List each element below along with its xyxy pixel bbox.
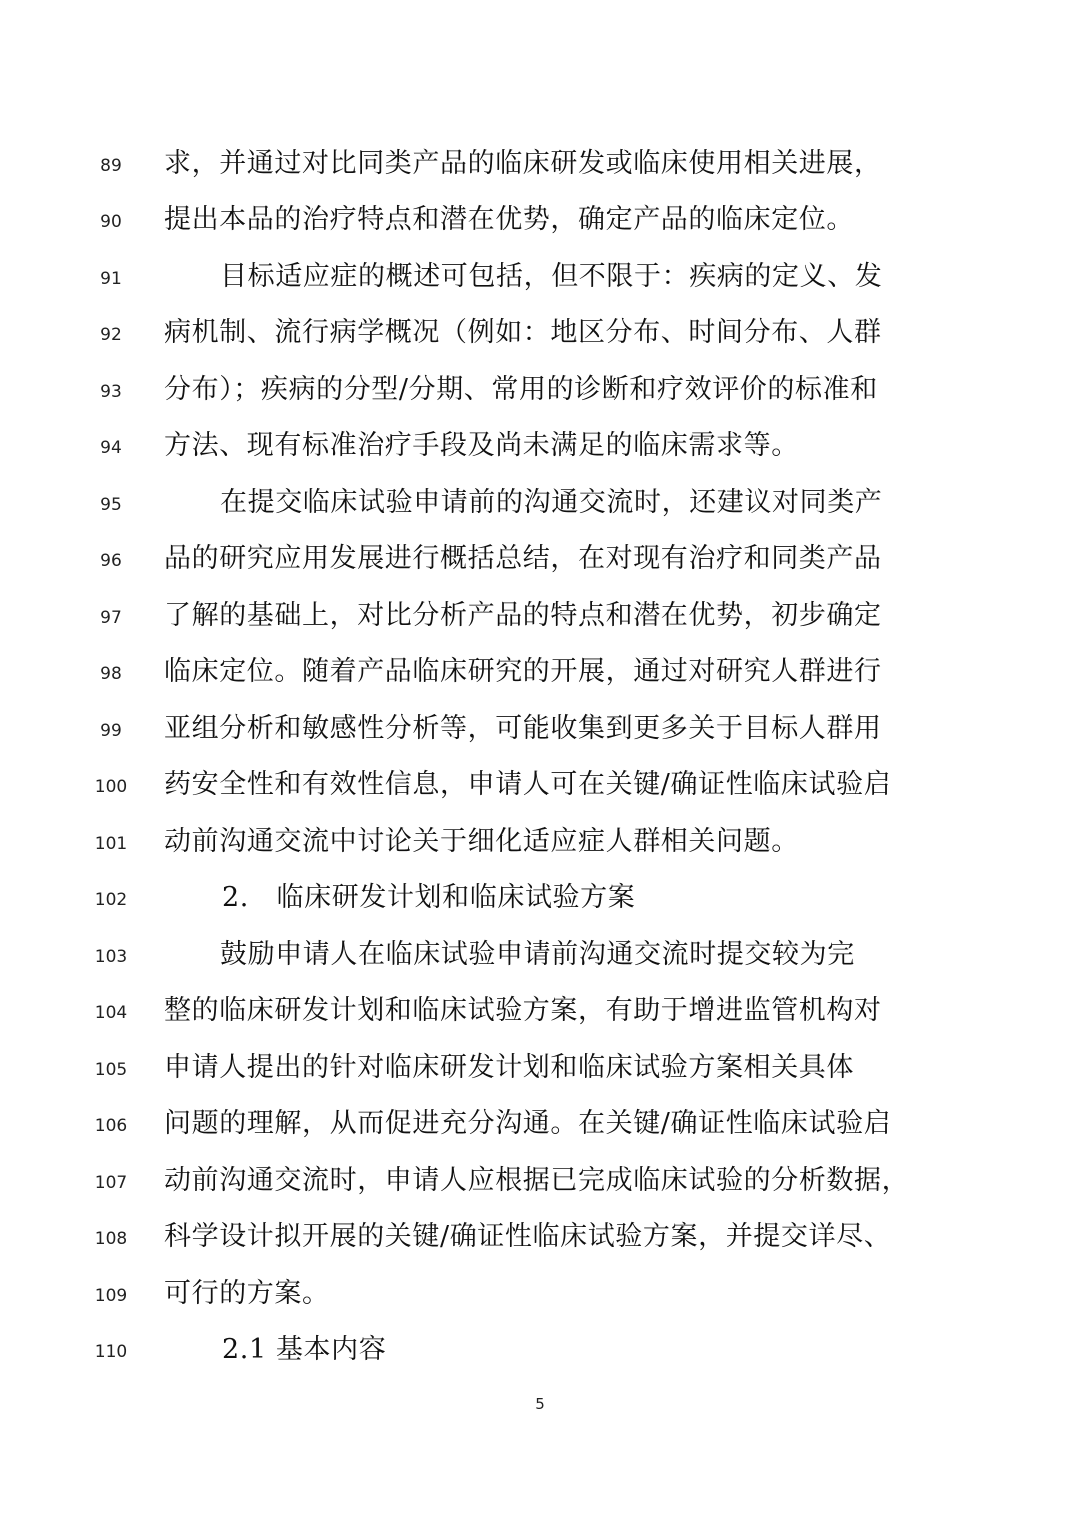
line-number: 103 — [94, 947, 128, 967]
line-number: 90 — [100, 212, 122, 232]
line-text: 问题的理解，从而促进充分沟通。在关键/确证性临床试验启 — [164, 1108, 892, 1139]
line-text: 目标适应症的概述可包括，但不限于：疾病的定义、发 — [220, 261, 883, 292]
text-line — [0, 1209, 1080, 1265]
heading-text: 2. 临床研发计划和临床试验方案 — [222, 882, 636, 913]
text-line — [0, 1096, 1080, 1152]
line-number: 105 — [94, 1060, 128, 1080]
line-text: 申请人提出的针对临床研发计划和临床试验方案相关具体 — [164, 1052, 854, 1083]
line-text: 在提交临床试验申请前的沟通交流时，还建议对同类产 — [220, 487, 883, 518]
line-text: 临床定位。随着产品临床研究的开展，通过对研究人群进行 — [164, 656, 882, 687]
text-line — [0, 475, 1080, 531]
text-line — [0, 1153, 1080, 1209]
line-text: 亚组分析和敏感性分析等，可能收集到更多关于目标人群用 — [164, 713, 882, 744]
line-number: 97 — [100, 608, 122, 628]
line-number: 100 — [94, 777, 128, 797]
text-line — [0, 814, 1080, 870]
text-line — [0, 531, 1080, 587]
line-number: 101 — [94, 834, 128, 854]
text-line — [0, 927, 1080, 983]
line-text: 病机制、流行病学概况（例如：地区分布、时间分布、人群 — [164, 317, 882, 348]
text-line — [0, 136, 1080, 192]
text-line — [0, 701, 1080, 757]
line-number: 95 — [100, 495, 122, 515]
line-text: 分布）；疾病的分型/分期、常用的诊断和疗效评价的标准和 — [164, 374, 878, 405]
text-line — [0, 983, 1080, 1039]
line-number: 109 — [94, 1286, 128, 1306]
line-text: 方法、现有标准治疗手段及尚未满足的临床需求等。 — [164, 430, 799, 461]
text-line — [0, 249, 1080, 305]
text-line — [0, 1040, 1080, 1096]
text-line — [0, 757, 1080, 813]
text-line — [0, 305, 1080, 361]
section-heading — [0, 1322, 1080, 1378]
line-number: 110 — [94, 1342, 128, 1362]
line-text: 鼓励申请人在临床试验申请前沟通交流时提交较为完 — [220, 939, 855, 970]
line-text: 可行的方案。 — [164, 1278, 330, 1309]
line-number: 106 — [94, 1116, 128, 1136]
line-number: 98 — [100, 664, 122, 684]
heading-text: 2.1 基本内容 — [222, 1334, 387, 1365]
line-text: 提出本品的治疗特点和潜在优势，确定产品的临床定位。 — [164, 204, 854, 235]
line-number: 104 — [94, 1003, 128, 1023]
text-line — [0, 192, 1080, 248]
line-text: 了解的基础上，对比分析产品的特点和潜在优势，初步确定 — [164, 600, 882, 631]
line-text: 整的临床研发计划和临床试验方案，有助于增进监管机构对 — [164, 995, 882, 1026]
line-number: 91 — [100, 269, 122, 289]
line-number: 92 — [100, 325, 122, 345]
line-text: 动前沟通交流时，申请人应根据已完成临床试验的分析数据， — [164, 1165, 910, 1196]
line-number: 99 — [100, 721, 122, 741]
text-line — [0, 418, 1080, 474]
line-number: 108 — [94, 1229, 128, 1249]
line-text: 求，并通过对比同类产品的临床研发或临床使用相关进展， — [164, 148, 882, 179]
section-heading — [0, 870, 1080, 926]
line-text: 动前沟通交流中讨论关于细化适应症人群相关问题。 — [164, 826, 799, 857]
line-number: 102 — [94, 890, 128, 910]
text-line — [0, 362, 1080, 418]
page-number: 5 — [535, 1395, 545, 1413]
line-number: 107 — [94, 1173, 128, 1193]
line-text: 科学设计拟开展的关键/确证性临床试验方案，并提交详尽、 — [164, 1221, 892, 1252]
text-line — [0, 588, 1080, 644]
line-number: 93 — [100, 382, 122, 402]
text-line — [0, 1266, 1080, 1322]
line-text: 药安全性和有效性信息，申请人可在关键/确证性临床试验启 — [164, 769, 892, 800]
line-number: 89 — [100, 156, 122, 176]
text-line — [0, 644, 1080, 700]
line-number: 94 — [100, 438, 122, 458]
line-text: 品的研究应用发展进行概括总结，在对现有治疗和同类产品 — [164, 543, 882, 574]
line-number: 96 — [100, 551, 122, 571]
